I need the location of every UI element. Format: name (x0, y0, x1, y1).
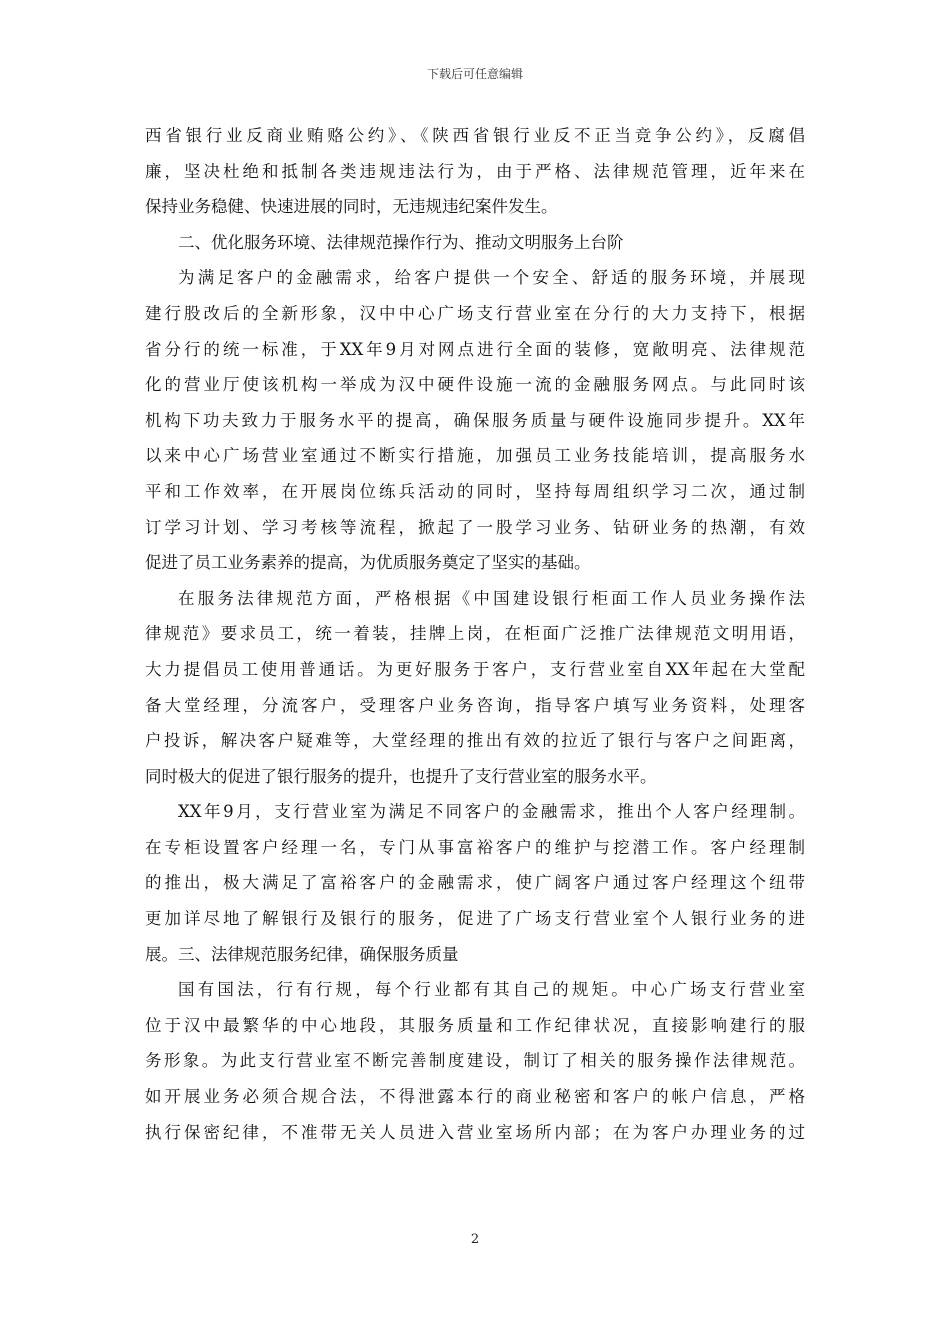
text-line: 平和工作效率，在开展岗位练兵活动的同时，坚持每周组织学习二次，通过制 (145, 481, 805, 501)
text-line: 为满足客户的金融需求，给客户提供一个安全、舒适的服务环境，并展现 (178, 268, 805, 288)
text-line: 务形象。为此支行营业室不断完善制度建设，制订了相关的服务操作法律规范。 (145, 1051, 805, 1071)
section-heading: 二、优化服务环境、法律规范操作行为、推动文明服务上台阶 (178, 232, 624, 252)
text-line: 大力提倡员工使用普通话。为更好服务于客户，支行营业室自XX年起在大堂配 (145, 659, 805, 679)
text-line: 促进了员工业务素养的提高，为优质服务奠定了坚实的基础。 (145, 553, 591, 573)
text-line: 机构下功夫致力于服务水平的提高，确保服务质量与硬件设施同步提升。XX年 (145, 410, 805, 430)
text-line: 户投诉，解决客户疑难等，大堂经理的推出有效的拉近了银行与客户之间距离， (145, 731, 805, 751)
text-line: 保持业务稳健、快速进展的同时，无违规违纪案件发生。 (145, 197, 558, 217)
text-line: 展。三、法律规范服务纪律，确保服务质量 (145, 944, 459, 964)
text-line: 廉，坚决杜绝和抵制各类违规违法行为，由于严格、法律规范管理，近年来在 (145, 161, 805, 181)
text-line: XX年9月，支行营业室为满足不同客户的金融需求，推出个人客户经理制。 (178, 802, 805, 822)
text-line: 在服务法律规范方面，严格根据《中国建设银行柜面工作人员业务操作法 (178, 588, 805, 608)
document-body (145, 118, 805, 1150)
text-line: 省分行的统一标准，于XX年9月对网点进行全面的装修，宽敞明亮、法律规范 (145, 339, 805, 359)
text-line: 的推出，极大满足了富裕客户的金融需求，使广阔客户通过客户经理这个纽带 (145, 873, 805, 893)
text-line: 如开展业务必须合规合法，不得泄露本行的商业秘密和客户的帐户信息，严格 (145, 1087, 805, 1107)
text-line: 在专柜设置客户经理一名，专门从事富裕客户的维护与挖潜工作。客户经理制 (145, 837, 805, 857)
text-line: 执行保密纪律，不准带无关人员进入营业室场所内部；在为客户办理业务的过 (145, 1122, 805, 1142)
text-line: 订学习计划、学习考核等流程，掀起了一股学习业务、钻研业务的热潮，有效 (145, 517, 805, 537)
text-line: 建行股改后的全新形象，汉中中心广场支行营业室在分行的大力支持下，根据 (145, 303, 805, 323)
text-line: 更加详尽地了解银行及银行的服务，促进了广场支行营业室个人银行业务的进 (145, 909, 805, 929)
page-number: 2 (470, 1232, 480, 1247)
page-header-note: 下载后可任意编辑 (426, 67, 523, 81)
text-line: 位于汉中最繁华的中心地段，其服务质量和工作纪律状况，直接影响建行的服 (145, 1015, 805, 1035)
text-line: 以来中心广场营业室通过不断实行措施，加强员工业务技能培训，提高服务水 (145, 446, 805, 466)
text-line: 备大堂经理，分流客户，受理客户业务咨询，指导客户填写业务资料，处理客 (145, 695, 805, 715)
text-line: 国有国法，行有行规，每个行业都有其自己的规矩。中心广场支行营业室 (178, 980, 805, 1000)
text-line: 律规范》要求员工，统一着装，挂牌上岗，在柜面广泛推广法律规范文明用语， (145, 624, 805, 644)
text-line: 同时极大的促进了银行服务的提升，也提升了支行营业室的服务水平。 (145, 766, 657, 786)
text-line: 西省银行业反商业贿赂公约》、《陕西省银行业反不正当竞争公约》，反腐倡 (145, 126, 805, 145)
text-line: 化的营业厅使该机构一举成为汉中硬件设施一流的金融服务网点。与此同时该 (145, 375, 805, 395)
